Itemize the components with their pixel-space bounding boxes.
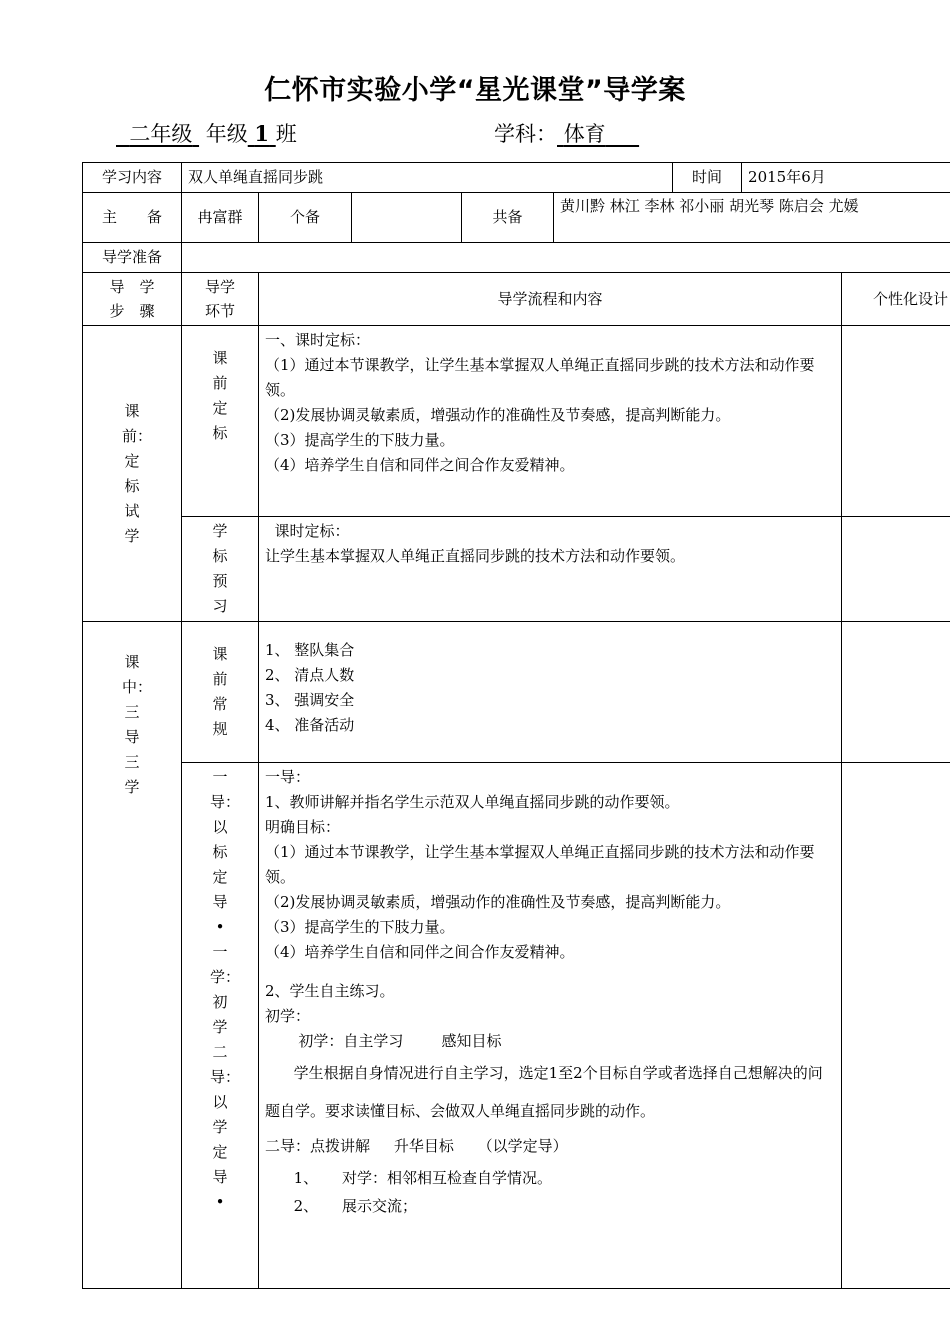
grade-label: 年级 — [205, 122, 248, 146]
in-class-link2: 一导：以标定导•一学：初学二导：以学定导• — [182, 763, 259, 1289]
subject-line — [494, 118, 639, 148]
content-value: 双人单绳直摇同步跳 — [182, 163, 673, 193]
pre-class-link2-content: 课时定标： 让学生基本掌握双人单绳正直摇同步跳的技术方法和动作要领。 — [259, 517, 842, 622]
links-header: 导学环节 — [182, 273, 259, 326]
document-title: 仁怀市实验小学“星光课堂”导学案 — [264, 75, 686, 106]
guide-prep-label: 导学准备 — [83, 243, 182, 273]
pre-class-row-1 — [83, 326, 950, 517]
pre-class-row-2 — [83, 517, 950, 622]
time-label: 时间 — [673, 163, 742, 193]
personal-prep-label: 个备 — [259, 193, 352, 243]
personal-prep-value — [352, 193, 462, 243]
content-row — [83, 163, 950, 193]
grade-value: 二年级 — [129, 122, 193, 146]
in-class-link2-content: 一导： 1、教师讲解并指名学生示范双人单绳直摇同步跳的动作要领。 明确目标： （1）通过本节课教学，让学生基本掌握双人单绳正直摇同步跳的技术方法和动作要领。 （2)发展协调灵敏素质，增强动作的准确性及节奏感，提高判断能力。 （3）提高学生的下肢力量。 （4）培养学生自信和同伴之间合作友爱精神。 2、学生自主练习。 初学： 初学：自主学习 感知目标 学生根据自身情况进行自主学习，选定1至2个目标自学或者选择自己想解决的问题自学。要求读懂目标、会做双人单绳直摇同步跳的动作。 二导：点拨讲解 升华目标 （以学定导） 1、 对学：相邻相互检查自学情况。 2、 展示交流； — [259, 763, 842, 1289]
subject-label: 学科： — [494, 122, 557, 146]
in-class-step: 课中：三导三学 — [83, 622, 182, 1289]
column-header-row — [83, 273, 950, 326]
pre-class-design-1 — [842, 326, 950, 517]
steps-header: 导 学 步 骤 — [83, 273, 182, 326]
in-class-design-2 — [842, 763, 950, 1289]
flow-header: 导学流程和内容 — [259, 273, 842, 326]
guide-table — [82, 162, 950, 1289]
pre-class-link1: 课前定标 — [182, 326, 259, 517]
class-label: 班 — [275, 122, 297, 146]
guide-prep-value — [182, 243, 950, 273]
pre-class-step: 课前：定标试学 — [83, 326, 182, 622]
prep-row — [83, 193, 950, 243]
content-label: 学习内容 — [83, 163, 182, 193]
in-class-link1-content: 1、 整队集合 2、 清点人数 3、 强调安全 4、 准备活动 — [259, 622, 842, 763]
main-prep-value: 冉富群 — [182, 193, 259, 243]
grade-line — [116, 118, 297, 148]
in-class-design-1 — [842, 622, 950, 763]
in-class-row-2 — [83, 763, 950, 1289]
pre-class-link1-content: 一、课时定标： （1）通过本节课教学，让学生基本掌握双人单绳正直摇同步跳的技术方法和动作要领。 （2)发展协调灵敏素质，增强动作的准确性及节奏感，提高判断能力。 （3）提高学生的下肢力量。 （4）培养学生自信和同伴之间合作友爱精神。 — [259, 326, 842, 517]
main-prep-label: 主 备 — [83, 193, 182, 243]
in-class-row-1 — [83, 622, 950, 763]
design-header: 个性化设计 — [842, 273, 950, 326]
time-value: 2015年6月 — [742, 163, 950, 193]
pre-class-link2: 学标预习 — [182, 517, 259, 622]
shared-prep-value: 黄川黔 林江 李林 祁小丽 胡光琴 陈启会 尤媛 — [554, 193, 950, 243]
pre-class-design-2 — [842, 517, 950, 622]
guide-prep-row — [83, 243, 950, 273]
subject-value: 体育 — [563, 122, 606, 146]
in-class-link1: 课前常规 — [182, 622, 259, 763]
class-value: 1 — [254, 121, 270, 146]
shared-prep-label: 共备 — [462, 193, 554, 243]
